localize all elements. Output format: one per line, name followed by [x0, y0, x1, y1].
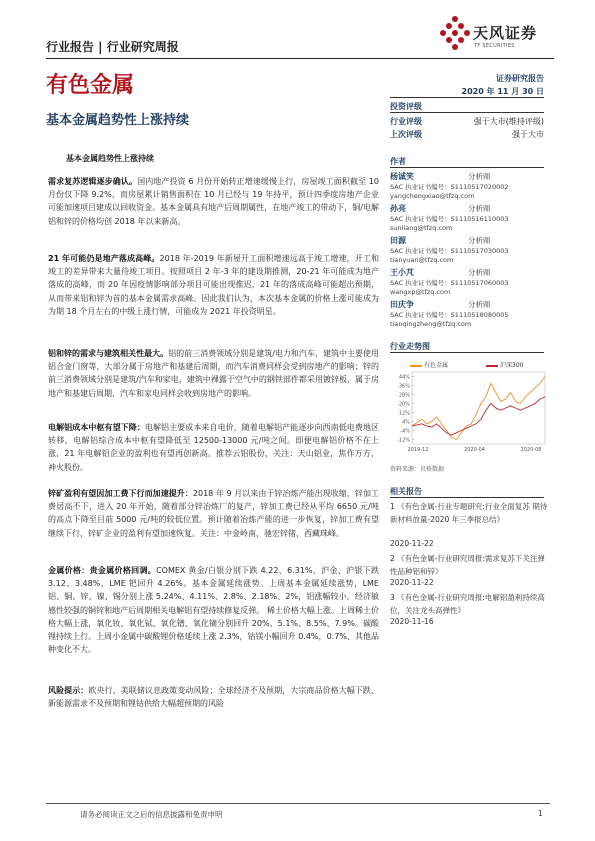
sector-title: 有色金属 — [46, 73, 135, 98]
y-tick-label: 20% — [398, 401, 410, 408]
paragraph-lead: 金属价格：贵金属价格回调。 — [48, 566, 157, 575]
rating-label: 上次评级 — [390, 130, 422, 139]
page-number: 1 — [538, 809, 543, 818]
y-tick-label: -12% — [397, 437, 410, 444]
paragraph-text: 电解铝主要成本来自电价，随着电解铝产能逐步向西南低电费地区转移，电解铝综合成本中枢有望降低至 12500-13000 元/吨之间。即便电解铝价格不在上涨，21 年电解铝企业的盈利也有望再创新高。推荐云铝股份，关注：天山铝业，焦作万方，神火股份。 — [48, 423, 380, 472]
authors-divider — [390, 167, 544, 168]
author-email: tianqingzheng@tfzq.com — [390, 320, 472, 328]
author-role: 分析师 — [468, 300, 491, 309]
related-report-link[interactable]: 1 《有色金属-行业专题研究:行业全面复苏 期待新材料放量-2020 年三季报总结》 — [390, 502, 548, 524]
related-report-date: 2020-11-16 — [390, 617, 434, 626]
author-sac: SAC 执业证书编号：S1110516110003 — [390, 215, 509, 223]
paragraph-lead: 需求复苏逻辑逐步确认。 — [48, 177, 138, 186]
rating-value: 强于大市(维持评级) — [473, 117, 544, 126]
logo-subtext: TF SECURITIES — [474, 43, 515, 49]
paragraph-text: COMEX 黄金/白银分别下跌 4.22、6.31%，沪金、沪银下跌 3.12、3.48%，LME 钯回升 4.26%。基本金属延续涨势。上周基本金属延续涨势，LME 铝、铜、锌、镍、锡分别上涨 5.24%、4.11%、2.8%、2.18%、2%，铝涨幅较小。经济敏感性较强的铜锌和地产后周期相关电解铝有望持续修复反弹。 稀土价格大幅上涨。上周稀土价格大幅上涨，氧化钕、氧化铽、氧化镨、氧化镝分别回升 20%、5.1%、8.5%、7.9%。碳酸锂持续上行。上周小金属中碳酸锂价格延续上涨 2.3%，钴镁小幅回升 0.4%，0.7%、其他品种变化不大。 — [48, 566, 380, 655]
rating-heading: 投资评级 — [390, 102, 422, 111]
legend-label: 有色金属 — [424, 362, 449, 369]
tf-securities-logo — [440, 14, 560, 56]
related-divider — [390, 497, 544, 498]
paragraph-text: 欧央行、美联储议息政策变动风险；全球经济不及预期，大宗商品价格大幅下跌、新能源需求不及预期和锂钴供给大幅超预期的风险 — [48, 686, 379, 709]
y-tick-label: 44% — [398, 374, 410, 381]
paragraph-lead: 风险提示： — [48, 686, 89, 695]
author-name: 田源 — [390, 236, 406, 245]
author-email: wangxp@tfzq.com — [390, 288, 451, 296]
author-name: 孙亮 — [390, 204, 406, 213]
y-tick-label: 28% — [398, 392, 410, 399]
author-role: 分析师 — [468, 236, 491, 245]
paragraph-lead: 电解铝成本中枢有望下降： — [48, 423, 145, 432]
paragraph — [48, 347, 379, 400]
related-report-link[interactable]: 3 《有色金属-行业研究周报:电解铝盈利持续高位，关注龙头高弹性》 — [390, 593, 545, 615]
footer-disclaimer: 请务必阅读正文之后的信息披露和免责申明 — [80, 810, 223, 819]
y-tick-label: -4% — [400, 428, 410, 435]
author-email: sunliang@tfzq.com — [390, 224, 453, 232]
paragraph — [48, 421, 379, 474]
author-role: 分析师 — [468, 268, 491, 277]
chart-source: 资料来源：贝格数据 — [390, 466, 445, 473]
authors-heading: 作者 — [390, 157, 406, 166]
paragraph-lead: 锌矿盈利有望因加工费下行而加速提升： — [48, 489, 193, 498]
date-divider — [390, 97, 544, 98]
paragraph — [48, 252, 379, 318]
author-role: 分析师 — [468, 172, 491, 181]
footer-divider — [46, 803, 550, 804]
related-report-date: 2020-11-22 — [390, 578, 434, 587]
paragraph-text: 铝的前三消费领域分别是建筑/电力和汽车，建筑中主要使用铝合金门窗等，大部分属于房地产和基建后周期，而汽车消费同样会受到房地产的影响；锌的前三消费领域分别是建筑/汽车和家电，建筑中裸露于空气中的钢铁部件都采用镀锌板，属于房地产和基建后周期，汽车和家电同样会收到房地产的影响。 — [48, 349, 379, 398]
paragraph-lead: 21 年可能仍是地产落成高峰。 — [48, 254, 160, 263]
rating-divider — [390, 112, 544, 113]
paragraph-lead: 铝和锌的需求与建筑相关性最大。 — [48, 349, 169, 358]
author-sac: SAC 执业证书编号：S1110517030003 — [390, 247, 509, 255]
paragraph — [48, 487, 379, 540]
related-report-link[interactable]: 2 《有色金属-行业研究周报:需求复苏下关注弹性品种铝和锌》 — [390, 554, 545, 576]
rating-label: 行业评级 — [390, 117, 422, 126]
legend-label: 沪深300 — [500, 362, 524, 369]
logo-mark-icon — [440, 14, 470, 54]
report-type: 证券研究报告 — [496, 74, 544, 83]
author-name: 田庆争 — [390, 300, 414, 309]
related-report-date: 2020-11-22 — [390, 539, 434, 548]
y-tick-label: 4% — [402, 419, 410, 426]
paragraph-text: 2018 年 9 月以来由于锌冶炼产能出现收缩，锌加工费居高不下，进入 20 年开始，随着部分锌冶炼厂的复产，锌加工费已经从平均 6650 元/吨的高点下降至目前 5000 元/吨的较低位置。预计随着冶炼产能的进一步恢复，锌加工费有望继续下行，锌矿企业的盈利有望加速恢复。关注：中金岭南，驰宏锌锗，西藏珠峰。 — [48, 489, 380, 538]
rating-value: 强于大市 — [512, 130, 544, 139]
paragraph-text: 国内地产投资 6 月份开始转正增速缓慢上行，房屋竣工面积截至 10 月份仅下降 9.2%，而房屋累计销售面积在 10 月已经与 19 年持平，预计四季度房地产企业可能加速项目建成以回收资金。基本金属具有地产后周期属性，在地产竣工的带动下，铜/电解铝和锌的价格均创 2018 年以来新高。 — [48, 177, 380, 226]
chart-heading: 行业走势图 — [390, 342, 430, 351]
x-tick-label: 2019-12 — [407, 447, 429, 453]
chart-plot — [390, 356, 550, 458]
author-email: tianyuan@tfzq.com — [390, 256, 454, 264]
report-title: 基本金属趋势性上涨持续 — [46, 113, 190, 128]
report-category: 行业报告 | 行业研究周报 — [46, 40, 179, 54]
report-date: 2020 年 11 月 30 日 — [461, 87, 544, 96]
series-line — [412, 397, 545, 435]
author-name: 王小芃 — [390, 268, 414, 277]
x-tick-label: 2020-04 — [464, 447, 485, 453]
related-heading: 相关报告 — [390, 487, 422, 496]
paragraph — [48, 684, 379, 710]
x-tick-label: 2020-08 — [520, 447, 542, 453]
author-sac: SAC 执业证书编号：S1110517060003 — [390, 279, 509, 287]
logo-text: 天风证券 — [473, 24, 538, 42]
y-tick-label: 12% — [398, 410, 410, 417]
paragraph — [48, 175, 379, 228]
chart-divider — [390, 352, 544, 353]
author-role: 分析师 — [468, 204, 491, 213]
author-sac: SAC 执业证书编号：S1110518080005 — [390, 311, 509, 319]
header-divider — [46, 58, 554, 59]
y-tick-label: 36% — [398, 383, 410, 390]
author-name: 杨诚笑 — [390, 172, 414, 181]
industry-trend-chart — [390, 356, 550, 458]
author-sac: SAC 执业证书编号：S1110517020002 — [390, 183, 509, 191]
author-email: yangchengxiao@tfzq.com — [390, 192, 475, 200]
paragraph-text: 2018 年-2019 年新屋开工面积增速远高于竣工增速，开工和竣工的差异带来大量待竣工项目。按照项目 2 年-3 年的建设期推测，20-21 年可能成为地产落成的高峰，而 20 年因疫情影响部分项目可能出现推迟，21 年的落成高峰可能超出预期，从而带来铝和锌为首的基本金属需求高峰。因此我们认为，本次基本金属的价格上涨可能成为为期 18 个月左右的中级上涨行情，可能成为 2021 年投资明星。 — [48, 254, 379, 316]
paragraph — [48, 564, 379, 656]
body-subtitle: 基本金属趋势性上涨持续 — [66, 154, 154, 163]
